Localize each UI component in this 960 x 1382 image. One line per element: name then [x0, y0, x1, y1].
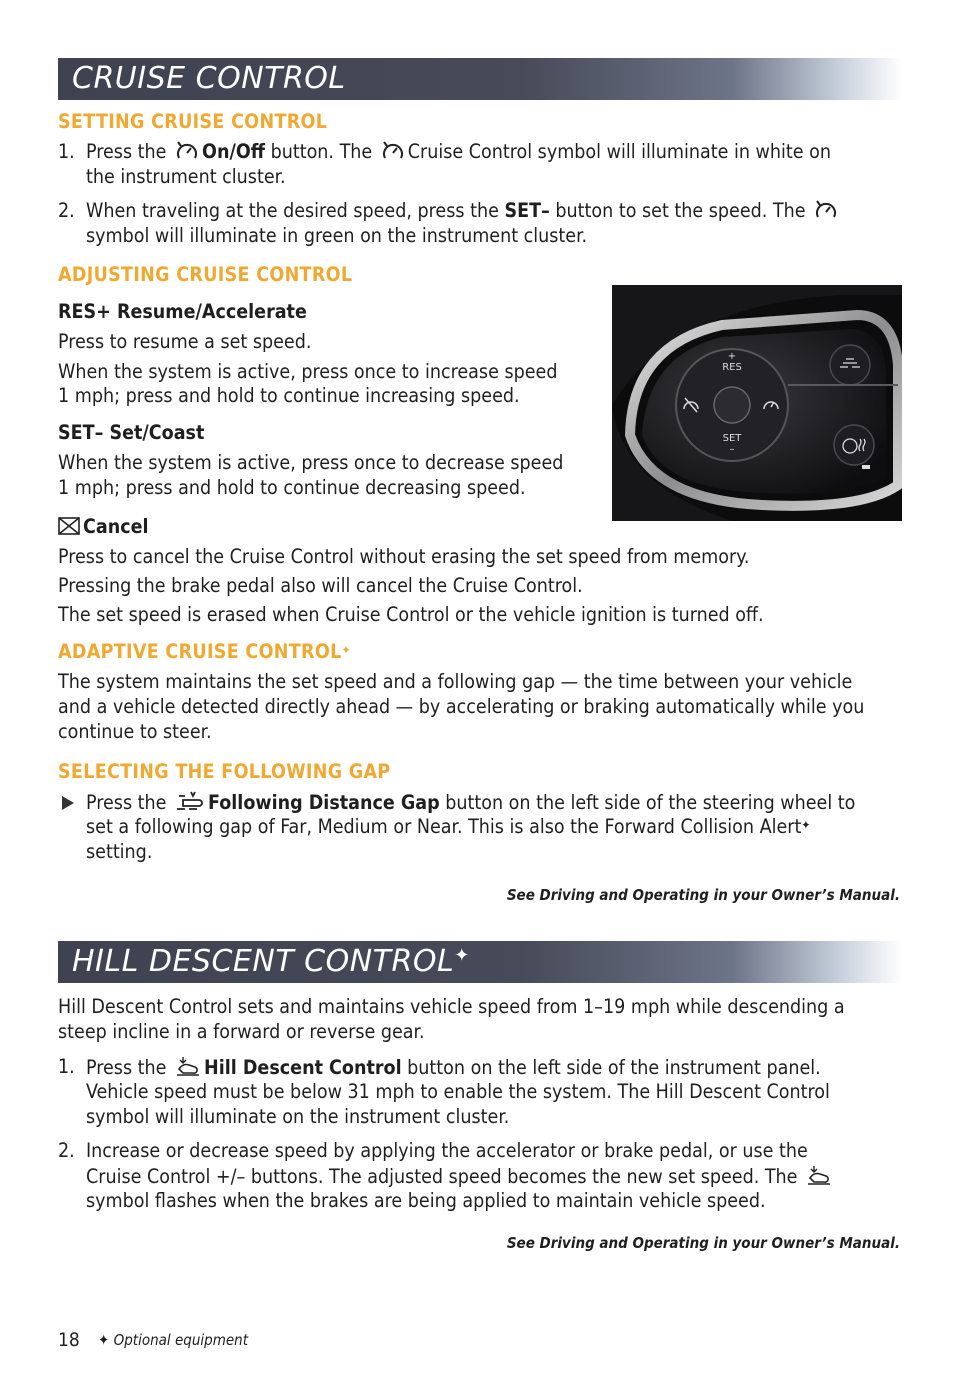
step-1-line-2: the instrument cluster.	[86, 165, 286, 188]
footnote-dagger: ✦	[98, 1331, 110, 1349]
hill-step-2-line-3: symbol flashes when the brakes are being applied to maintain vehicle speed.	[86, 1189, 766, 1212]
step-1-text-c: button. The	[270, 140, 373, 163]
cancel-line-2: Pressing the brake pedal also will cancel the Cruise Control.	[58, 574, 583, 597]
optional-equipment-mark: ✦	[341, 643, 351, 657]
adaptive-line-3: continue to steer.	[58, 720, 212, 743]
cancel-icon	[58, 516, 80, 536]
step-1-number: 1.	[58, 140, 75, 163]
optional-equipment-mark: ✦	[454, 945, 470, 966]
step-1-text-a: Press the	[86, 140, 167, 163]
hill-step-2-number: 2.	[58, 1139, 75, 1162]
set-label: SET–	[504, 199, 550, 222]
hill-step-2-line-1: Increase or decrease speed by applying the accelerator or brake pedal, or use the	[86, 1139, 808, 1162]
hill-step-1-line-2: Vehicle speed must be below 31 mph to enable the system. The Hill Descent Control	[86, 1080, 830, 1103]
hill-step-2-text-b: Cruise Control +/– buttons. The adjusted speed becomes the new set speed. The	[86, 1165, 798, 1188]
hill-step-1-line-3: symbol will illuminate on the instrument cluster.	[86, 1105, 510, 1128]
hill-descent-icon	[806, 1164, 832, 1186]
set-line-1: When the system is active, press once to decrease speed	[58, 451, 564, 474]
hill-descent-title-text: HILL DESCENT CONTROL	[72, 944, 455, 979]
res-title: RES+ Resume/Accelerate	[58, 300, 307, 323]
set-minus-label: –	[729, 444, 735, 455]
res-button-label: RES	[722, 362, 742, 373]
hill-intro-line-1: Hill Descent Control sets and maintains vehicle speed from 1–19 mph while descending a	[58, 995, 845, 1018]
hill-step-1-text-a: Press the	[86, 1056, 167, 1079]
set-button-label: SET	[722, 433, 742, 444]
on-off-label: On/Off	[202, 140, 265, 163]
cancel-line-1: Press to cancel the Cruise Control without erasing the set speed from memory.	[58, 545, 750, 568]
cruise-control-icon	[381, 141, 405, 161]
hill-step-2-line-2	[86, 1164, 906, 1189]
cancel-title: Cancel	[83, 515, 149, 538]
step-1-line-1	[86, 140, 906, 164]
res-plus-label: +	[727, 351, 737, 362]
hill-descent-title	[58, 941, 902, 983]
cruise-control-title: CRUISE CONTROL	[72, 61, 346, 96]
res-line-2: When the system is active, press once to increase speed	[58, 360, 558, 383]
bullet-arrow-icon	[62, 796, 74, 810]
hill-intro-line-2: steep incline in a forward or reverse gear.	[58, 1020, 425, 1043]
step-2-line-1	[86, 199, 906, 223]
hill-step-1-line-1	[86, 1055, 906, 1080]
step-2-text-a: When traveling at the desired speed, press the	[86, 199, 499, 222]
footnote-text: Optional equipment	[113, 1331, 248, 1349]
step-1-text-d: Cruise Control symbol will illuminate in white on	[407, 140, 831, 163]
res-line-1: Press to resume a set speed.	[58, 330, 312, 353]
cruise-control-icon	[814, 200, 838, 220]
optional-equipment-mark: ✦	[801, 818, 811, 832]
step-2-line-2: symbol will illuminate in green on the instrument cluster.	[86, 224, 588, 247]
set-title: SET– Set/Coast	[58, 421, 205, 444]
cancel-line-3: The set speed is erased when Cruise Control or the vehicle ignition is turned off.	[58, 603, 764, 626]
following-gap-heading: SELECTING THE FOLLOWING GAP	[58, 760, 391, 783]
adaptive-cruise-heading	[58, 640, 351, 664]
following-distance-gap-label: Following Distance Gap	[208, 791, 440, 814]
res-line-3: 1 mph; press and hold to continue increasing speed.	[58, 384, 520, 407]
page-number: 18	[58, 1329, 80, 1351]
hill-step-1-number: 1.	[58, 1055, 75, 1078]
gap-text-c: button on the left side of the steering wheel to	[445, 791, 856, 814]
step-2-text-c: button to set the speed. The	[555, 199, 806, 222]
steering-wheel-controls-photo	[612, 285, 902, 521]
gap-line-3: setting.	[86, 840, 153, 863]
owners-manual-reference: See Driving and Operating in your Owner’s Manual.	[506, 1234, 900, 1252]
gap-line-2	[86, 815, 906, 839]
adaptive-line-2: and a vehicle detected directly ahead — by accelerating or braking automatically while you	[58, 695, 865, 718]
set-line-2: 1 mph; press and hold to continue decreasing speed.	[58, 476, 526, 499]
following-distance-gap-icon	[175, 790, 205, 812]
cruise-control-icon	[175, 141, 199, 161]
steering-wheel-illustration	[612, 285, 902, 521]
gap-text-a: Press the	[86, 791, 167, 814]
step-2-number: 2.	[58, 199, 75, 222]
adaptive-heading-text: ADAPTIVE CRUISE CONTROL	[58, 640, 342, 663]
setting-cruise-heading: SETTING CRUISE CONTROL	[58, 110, 328, 133]
cancel-title-row	[58, 515, 149, 539]
hill-descent-control-label: Hill Descent Control	[204, 1056, 402, 1079]
cruise-control-banner	[58, 58, 902, 100]
hill-step-1-text-c: button on the left side of the instrument panel.	[407, 1056, 821, 1079]
adjusting-cruise-heading: ADJUSTING CRUISE CONTROL	[58, 263, 353, 286]
hill-descent-banner	[58, 941, 902, 983]
hill-descent-icon	[175, 1055, 201, 1077]
gap-text-d: set a following gap of Far, Medium or Near. This is also the Forward Collision Alert	[86, 815, 802, 838]
optional-equipment-footnote	[98, 1331, 248, 1349]
owners-manual-reference: See Driving and Operating in your Owner’s Manual.	[506, 886, 900, 904]
adaptive-line-1: The system maintains the set speed and a following gap — the time between your vehicle	[58, 670, 853, 693]
gap-line-1	[86, 790, 906, 815]
